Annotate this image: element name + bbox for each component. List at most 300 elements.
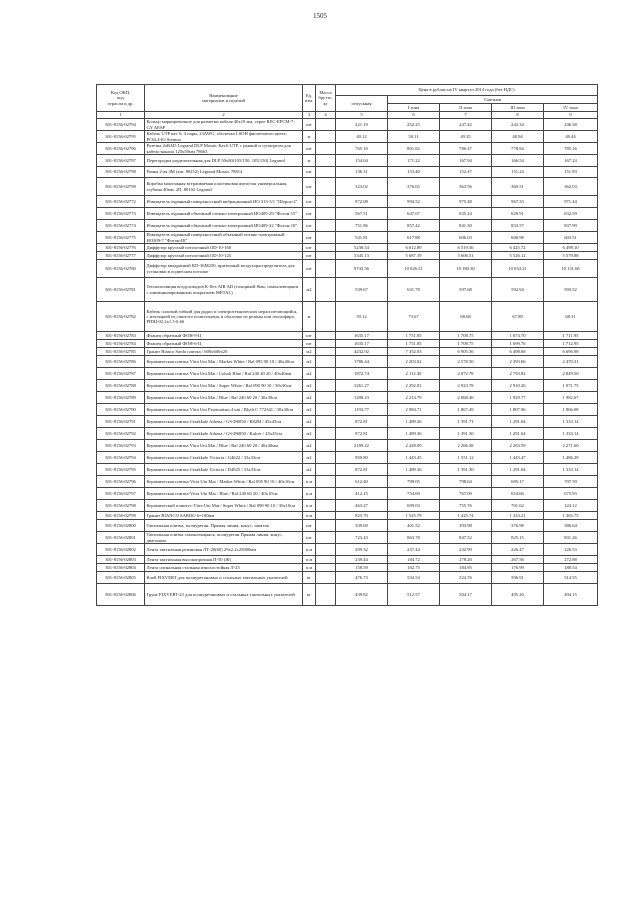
unit-cell: м2 (303, 464, 316, 476)
zone2-price-cell: 278.20 (440, 556, 492, 564)
table-row (97, 220, 598, 232)
code-cell: 301-8156-02799 (97, 178, 145, 196)
mass-cell (316, 544, 336, 556)
name-cell: Гранит BIANCO SARDO h=100мм (145, 512, 303, 520)
zone1-price-cell: 1 443.45 (388, 452, 440, 464)
zone3-price-cell: 5 526.12 (492, 252, 544, 260)
table-header (97, 85, 598, 119)
mass-cell (316, 208, 336, 220)
name-cell: Керамическая плитка Cerakkale Victoria / G4622 / 33x33см (145, 452, 303, 464)
zone1-price-cell: 699.03 (388, 500, 440, 512)
zone4-price-cell: 837.99 (544, 220, 598, 232)
zone3-price-cell: 2 393.66 (492, 356, 544, 368)
code-cell: 301-8156-02788 (97, 380, 145, 392)
table-row (97, 512, 598, 520)
zone2-price-cell: 1 391.30 (440, 428, 492, 440)
name-cell: Кабель силовой гибкий для радио и электротехнических нерасплетающийся, с изоляцией из сшитого полиэтилена, в оболочке из резины или полиэфира, РПШ-02 2x1.5-0.66 (145, 302, 303, 332)
zone1-price-cell: 6 612.89 (388, 244, 440, 252)
table-row (97, 143, 598, 155)
zone1-price-cell: 237.44 (388, 544, 440, 556)
mass-cell (316, 167, 336, 178)
name-cell: Клей FIXVERT для полиуретановых и стальных тактильных указателей (145, 572, 303, 584)
mass-cell (316, 278, 336, 302)
zone1-price-cell: 857.42 (388, 220, 440, 232)
zone4-price-cell: 1 711.95 (544, 332, 598, 340)
zone4-price-cell: 514.55 (544, 572, 598, 584)
name-cell: Фланец обратный ФОН-6-Ц (145, 340, 303, 348)
release-price-cell: 1635.17 (336, 340, 388, 348)
zone3-price-cell: 1 323.21 (492, 512, 544, 520)
price-table-sheet (96, 84, 597, 606)
unit-cell: шт (303, 252, 316, 260)
code-cell: 301-8156-02775 (97, 232, 145, 244)
name-cell: Диффузор круглый потолочный OD-10-160 (145, 244, 303, 252)
zone-header: I зона (388, 104, 440, 112)
code-cell: 301-8156-02790 (97, 404, 145, 416)
mass-cell (316, 500, 336, 512)
zone1-price-cell: 801.82 (388, 143, 440, 155)
zone2-price-cell: 68.68 (440, 302, 492, 332)
zone3-price-cell: 2 793.82 (492, 368, 544, 380)
zone3-price-cell: 226.47 (492, 544, 544, 556)
unit-cell: п.м (303, 564, 316, 572)
code-cell: 301-8156-02799 (97, 512, 145, 520)
zone2-price-cell: 2 068.46 (440, 392, 492, 404)
zone4-price-cell: 675.93 (544, 488, 598, 500)
table-row (97, 368, 598, 380)
release-price-cell: 950.80 (336, 452, 388, 464)
name-cell: Гранит Bianco Sardo плитка / 600x600x20 (145, 348, 303, 356)
zone3-price-cell: 825.15 (492, 532, 544, 544)
zone2-price-cell: 1 425.74 (440, 512, 492, 520)
zone2-price-cell: 606.03 (440, 232, 492, 244)
zone1-price-cell: 863.78 (388, 532, 440, 544)
mass-cell (316, 244, 336, 252)
release-price-cell: 612.40 (336, 476, 388, 488)
release-price-cell: 765.10 (336, 143, 388, 155)
zone2-price-cell: 49.35 (440, 131, 492, 143)
name-cell: Розетка 2xRJ45 Legrand DLP Mosaic Кат.6 UTP, с рамкой и суппортом для кабель-канала 125x50мм 78663 (145, 143, 303, 155)
release-price-cell: 5238.54 (336, 244, 388, 252)
zone3-price-cell: 360.51 (492, 178, 544, 196)
name-cell: Керамическая плитка-Vitra Uni Mat / Blue / Ral 240 60 20 / 40x10см (145, 488, 303, 500)
zone1-price-cell: 1 489.26 (388, 416, 440, 428)
zone3-price-cell: 592.94 (492, 278, 544, 302)
name-cell: Керамическая плитка Vitra Uni Mat / Super White / Ral 090 90 10 / 30x30см (145, 380, 303, 392)
table-row (97, 564, 598, 572)
zone3-price-cell: 176.99 (492, 564, 544, 572)
code-cell: 301-8156-02772 (97, 196, 145, 208)
zone3-price-cell: 506.91 (492, 572, 544, 584)
release-price-cell: 476.73 (336, 572, 388, 584)
release-price-cell: 872.81 (336, 464, 388, 476)
zone3-price-cell: 1 699.76 (492, 340, 544, 348)
code-cell: 301-8156-02783 (97, 332, 145, 340)
zone1-price-cell: 994.52 (388, 196, 440, 208)
zone2-price-cell: 6 905.36 (440, 348, 492, 356)
zone4-price-cell: 831.26 (544, 532, 598, 544)
code-cell: 301-8156-02805 (97, 572, 145, 584)
zone4-price-cell: 1 866.08 (544, 404, 598, 416)
name-cell: Керамическая плитка Vitra Uni Mat / Blue / Ral 240 60 20 / 40x40мм (145, 440, 303, 452)
zone3-price-cell: 1 929.77 (492, 392, 544, 404)
code-cell: 301-8156-02787 (97, 368, 145, 380)
zone4-price-cell: 2 271.60 (544, 440, 598, 452)
unit-cell: м2 (303, 380, 316, 392)
unit-cell: кг (303, 572, 316, 584)
zone4-price-cell: 124.12 (544, 500, 598, 512)
table-row (97, 252, 598, 260)
zone1-price-cell: 2 214.79 (388, 392, 440, 404)
unit-cell: п.м (303, 488, 316, 500)
zone4-price-cell: 362.03 (544, 178, 598, 196)
zone4-price-cell: 1 333.14 (544, 416, 598, 428)
code-cell: 301-8156-02795 (97, 464, 145, 476)
code-cell: 301-8156-02803 (97, 556, 145, 564)
zone4-price-cell: 272.88 (544, 556, 598, 564)
unit-cell: м2 (303, 348, 316, 356)
release-price-cell: 567.51 (336, 208, 388, 220)
mass-cell (316, 143, 336, 155)
column-number: 1 (97, 112, 145, 119)
column-number-row (97, 112, 598, 119)
zone3-price-cell: 629.91 (492, 208, 544, 220)
zone4-price-cell: 180.54 (544, 564, 598, 572)
code-cell: 301-8156-02798 (97, 500, 145, 512)
table-row (97, 380, 598, 392)
zone4-price-cell: 1 333.14 (544, 428, 598, 440)
mass-cell (316, 512, 336, 520)
name-cell: Керамическая плитка Cerakkale Athena / GS-D6850 / К82М / 45x45см (145, 416, 303, 428)
column-number: 8 (492, 112, 544, 119)
name-cell: Керамическая плитка Vitra Uni Mat / Cobalt Blue / Ral 240 40 20 / 40x40мм (145, 368, 303, 380)
zone3-price-cell: 166.54 (492, 155, 544, 167)
release-price-cell: 1872.74 (336, 368, 388, 380)
table-row (97, 428, 598, 440)
zone1-price-cell: 153.40 (388, 167, 440, 178)
zone4-price-cell: 603.51 (544, 232, 598, 244)
zone3-price-cell: 778.84 (492, 143, 544, 155)
table-row (97, 488, 598, 500)
name-cell: Извещатель охранный объемный оптико-электронный ИО409-32 "Фотон-10" (145, 220, 303, 232)
name-cell: Извещатель охранный объемный оптико-электронный ИО409-29 "Фотон-15" (145, 208, 303, 220)
table-row (97, 356, 598, 368)
zone4-price-cell: 494.15 (544, 584, 598, 606)
zone3-price-cell: 6 498.68 (492, 348, 544, 356)
unit-cell: шт (303, 332, 316, 340)
mass-header: Масса брутто, кг (316, 85, 336, 112)
zone3-price-cell: 2 910.26 (492, 380, 544, 392)
table-row (97, 452, 598, 464)
zone1-price-cell: 754.69 (388, 488, 440, 500)
table-row (97, 556, 598, 564)
zone2-price-cell: 597.68 (440, 278, 492, 302)
release-price-cell: 323.02 (336, 178, 388, 196)
zone4-price-cell: 2 849.50 (544, 368, 598, 380)
zone4-price-cell: 49.44 (544, 131, 598, 143)
code-cell: 301-8156-02800 (97, 520, 145, 532)
mass-cell (316, 452, 336, 464)
mass-cell (316, 348, 336, 356)
zone1-price-cell: 534.54 (388, 572, 440, 584)
unit-cell: п.м (303, 544, 316, 556)
code-cell: 301-8156-02791 (97, 416, 145, 428)
zone4-price-cell: 167.24 (544, 155, 598, 167)
table-row (97, 500, 598, 512)
zone1-price-cell: 2 984.71 (388, 404, 440, 416)
mass-cell (316, 520, 336, 532)
zone3-price-cell: 376.98 (492, 520, 544, 532)
zone2-price-cell: 10 180.30 (440, 260, 492, 278)
mass-cell (316, 428, 336, 440)
code-cell: 301-8156-02776 (97, 244, 145, 252)
zone2-price-cell: 786.47 (440, 143, 492, 155)
zone1-price-cell: 512.57 (388, 584, 440, 606)
table-row (97, 232, 598, 244)
zone3-price-cell: 695.17 (492, 476, 544, 488)
release-price-cell: 1193.77 (336, 404, 388, 416)
table-row (97, 178, 598, 196)
code-cell: 301-8156-02785 (97, 348, 145, 356)
zone1-price-cell: 1 751.85 (388, 340, 440, 348)
name-cell: Извещатель охранный поверхностный объемный оптико-электронный ИО309-7 "Фотон-Ш" (145, 232, 303, 244)
unit-cell: м2 (303, 416, 316, 428)
zone1-price-cell: 799.05 (388, 476, 440, 488)
zone3-price-cell: 1 291.64 (492, 416, 544, 428)
unit-cell: шт (303, 340, 316, 348)
code-cell: 301-8156-02798 (97, 167, 145, 178)
table-row (97, 155, 598, 167)
zone3-price-cell: 1 674.70 (492, 332, 544, 340)
mass-cell (316, 332, 336, 340)
release-price-cell: 5345.13 (336, 252, 388, 260)
zone3-price-cell: 243.34 (492, 119, 544, 131)
mass-cell (316, 368, 336, 380)
table-row (97, 416, 598, 428)
unit-cell: м2 (303, 440, 316, 452)
name-cell: Кабель UTP кат. 6, 4 пары, 23AWG, оболочка LSOH фиолетового цвета, PC6L4-EJ Siemon (145, 131, 303, 143)
code-cell: 301-8156-02781 (97, 278, 145, 302)
zone2-price-cell: 184.95 (440, 564, 492, 572)
name-header: Наименование материалов и изделий (145, 85, 303, 112)
code-cell: 301-8156-02780 (97, 260, 145, 278)
zone-header: II зона (440, 104, 492, 112)
zone3-price-cell: 495.20 (492, 584, 544, 606)
unit-cell: шт (303, 143, 316, 155)
release-price-cell: 59.12 (336, 302, 388, 332)
zone2-price-cell: 5 606.51 (440, 252, 492, 260)
zone2-price-cell: 767.09 (440, 488, 492, 500)
name-cell: Извещатель охранный поверхностный вибрационный ИО 313-5/1 "Шорох-2" (145, 196, 303, 208)
zone3-price-cell: 654.66 (492, 488, 544, 500)
table-row (97, 440, 598, 452)
release-price-cell: 40.12 (336, 131, 388, 143)
zone3-price-cell: 1 291.64 (492, 428, 544, 440)
table-row (97, 464, 598, 476)
name-cell: Перегородка разделительная для DLP 50x80(105/150, 105/150) Legrand (145, 155, 303, 167)
release-price-cell: 136.31 (336, 167, 388, 178)
zone1-price-cell: 647.67 (388, 208, 440, 220)
unit-cell: шт (303, 119, 316, 131)
zone2-price-cell: 1 708.75 (440, 332, 492, 340)
zone4-price-cell: 5 579.88 (544, 252, 598, 260)
release-price-cell: 339.69 (336, 520, 388, 532)
unit-cell: п.м (303, 476, 316, 488)
zone3-price-cell: 1 291.64 (492, 464, 544, 476)
unit-cell: м2 (303, 452, 316, 464)
zone1-price-cell: 5 687.19 (388, 252, 440, 260)
zone4-price-cell: 1 365.75 (544, 512, 598, 520)
zone3-price-cell: 10 034.21 (492, 260, 544, 278)
release-price-cell: 239.44 (336, 556, 388, 564)
mass-cell (316, 564, 336, 572)
release-price-cell: 4232.92 (336, 348, 388, 356)
mass-cell (316, 416, 336, 428)
zone4-price-cell: 6 696.98 (544, 348, 598, 356)
code-cell: 301-8156-02774 (97, 220, 145, 232)
zone-header: IV зона (544, 104, 598, 112)
zone2-price-cell: 975.48 (440, 196, 492, 208)
zone4-price-cell: 1 071.75 (544, 380, 598, 392)
code-cell: 301-8156-02802 (97, 544, 145, 556)
zone2-price-cell: 152.47 (440, 167, 492, 178)
mass-cell (316, 380, 336, 392)
unit-cell: шт (303, 178, 316, 196)
release-price-cell: 872.08 (336, 196, 388, 208)
zone3-price-cell: 6 425.72 (492, 244, 544, 252)
release-price-cell: 412.15 (336, 488, 388, 500)
mass-cell (316, 252, 336, 260)
zone2-price-cell: 524.76 (440, 572, 492, 584)
zone3-price-cell: 833.57 (492, 220, 544, 232)
name-cell: Керамическая плитка Cerakkale Athena / GS-D6850 / Kalcer / 45x45см (145, 428, 303, 440)
zone1-price-cell: 184.72 (388, 556, 440, 564)
zone4-price-cell: 246.38 (544, 119, 598, 131)
zone4-price-cell: 2 470.31 (544, 356, 598, 368)
mass-cell (316, 302, 336, 332)
release-price-cell: 872.81 (336, 428, 388, 440)
mass-cell (316, 464, 336, 476)
unit-cell: шт (303, 244, 316, 252)
name-cell: Коробка монтажная встраиваемая пластиковая ячеистая универсальная, глубина 40мм, 2П, 80102 Legrand (145, 178, 303, 196)
code-cell: 301-8156-02789 (97, 392, 145, 404)
code-header: Код ОКП, код отрасли и др. (97, 85, 145, 112)
column-number: 3 (303, 112, 316, 119)
zone1-price-cell: 2 112.30 (388, 368, 440, 380)
table-row (97, 167, 598, 178)
code-cell: 301-8156-02806 (97, 584, 145, 606)
code-cell: 301-8156-02786 (97, 356, 145, 368)
zone4-price-cell: 1 333.14 (544, 464, 598, 476)
code-cell: 301-8156-02792 (97, 428, 145, 440)
zone4-price-cell: 10 131.66 (544, 260, 598, 278)
zone2-price-cell: 847.52 (440, 532, 492, 544)
name-cell: Теплоизоляция воздуховодов K-flex AIR AD (толщиной 8мм, самоклеющаяся с алюминизированным покрытием METAL) (145, 278, 303, 302)
zone1-price-cell: 617.88 (388, 232, 440, 244)
zone4-price-cell: 151.83 (544, 167, 598, 178)
zone4-price-cell: 632.59 (544, 208, 598, 220)
unit-cell: шт (303, 532, 316, 544)
unit-cell: шт (303, 196, 316, 208)
code-cell: 301-8156-02794 (97, 452, 145, 464)
name-cell: Лента тактильная резиновая ЛТ-20(60) 29x2.2x25000мм (145, 544, 303, 556)
name-cell: Фланец обратный ФОН-9-Ц (145, 332, 303, 340)
zone1-price-cell: 7 352.03 (388, 348, 440, 356)
zone2-price-cell: 2 266.38 (440, 440, 492, 452)
mass-cell (316, 572, 336, 584)
mass-cell (316, 119, 336, 131)
zone4-price-cell: 1 982.67 (544, 392, 598, 404)
mass-cell (316, 155, 336, 167)
estimate-price-header: Сметная (388, 96, 598, 104)
zone1-price-cell: 376.65 (388, 178, 440, 196)
name-cell: Тактильная плитка самоклеящаяся, полиуретан Прямая линия, конус, диагональ (145, 532, 303, 544)
table-row (97, 131, 598, 143)
zone2-price-cell: 1 551.12 (440, 452, 492, 464)
unit-cell: шт (303, 208, 316, 220)
zone1-price-cell: 2 203.02 (388, 356, 440, 368)
name-cell: Керамический плинтус-Vitra Uni Mat / Super White / Ral 090 90 10 / 30x10см (145, 500, 303, 512)
page-number: 1505 (313, 12, 327, 20)
mass-cell (316, 178, 336, 196)
unit-cell: м2 (303, 392, 316, 404)
column-number: 6 (388, 112, 440, 119)
code-cell: 301-8156-02795 (97, 131, 145, 143)
zone2-price-cell: 2 072.78 (440, 368, 492, 380)
code-cell: 301-8156-02794 (97, 119, 145, 131)
zone4-price-cell: 226.53 (544, 544, 598, 556)
zone3-price-cell: 151.24 (492, 167, 544, 178)
code-cell: 301-8156-02773 (97, 208, 145, 220)
name-cell: Керамическая плитка-Vitra Uni Mat / Market White / Ral 095 90 10 / 40x10см (145, 476, 303, 488)
code-cell: 301-8156-02801 (97, 532, 145, 544)
unit-cell: шт (303, 220, 316, 232)
code-cell: 301-8156-02796 (97, 143, 145, 155)
zone2-price-cell: 2 578.50 (440, 356, 492, 368)
zone1-price-cell: 401.52 (388, 520, 440, 532)
unit-cell: шт (303, 232, 316, 244)
unit-cell: м (303, 131, 316, 143)
zone4-price-cell: 971.44 (544, 196, 598, 208)
release-price-header: отпускная (336, 96, 388, 112)
table-row (97, 196, 598, 208)
zone1-price-cell: 252.25 (388, 119, 440, 131)
price-table (96, 84, 598, 606)
release-price-cell: 154.04 (336, 155, 388, 167)
code-cell: 301-8156-02777 (97, 252, 145, 260)
zone-header: III зона (492, 104, 544, 112)
name-cell: Рамка 2-ая 4М (кат. 80252) Legrand Mosaic 78814 (145, 167, 303, 178)
table-row (97, 302, 598, 332)
zone1-price-cell: 1 525.79 (388, 512, 440, 520)
zone1-price-cell: 2 428.09 (388, 440, 440, 452)
table-row (97, 404, 598, 416)
mass-cell (316, 556, 336, 564)
zone4-price-cell: 707.59 (544, 476, 598, 488)
unit-cell: м2 (303, 278, 316, 302)
column-number: 9 (544, 112, 598, 119)
table-row (97, 520, 598, 532)
release-price-cell: 872.81 (336, 416, 388, 428)
zone1-price-cell: 171.22 (388, 155, 440, 167)
release-price-cell: 2189.22 (336, 440, 388, 452)
zone1-price-cell: 182.75 (388, 564, 440, 572)
name-cell: Керамическая плитка Vitra Uni Mat / Blue / Ral 240 60 20 / 30x30см (145, 392, 303, 404)
name-cell: Грунт FIXVERT-23 для полиуретановых и стальных тактильных указателей (145, 584, 303, 606)
table-row (97, 572, 598, 584)
release-price-cell: 463.27 (336, 500, 388, 512)
zone4-price-cell: 386.64 (544, 520, 598, 532)
